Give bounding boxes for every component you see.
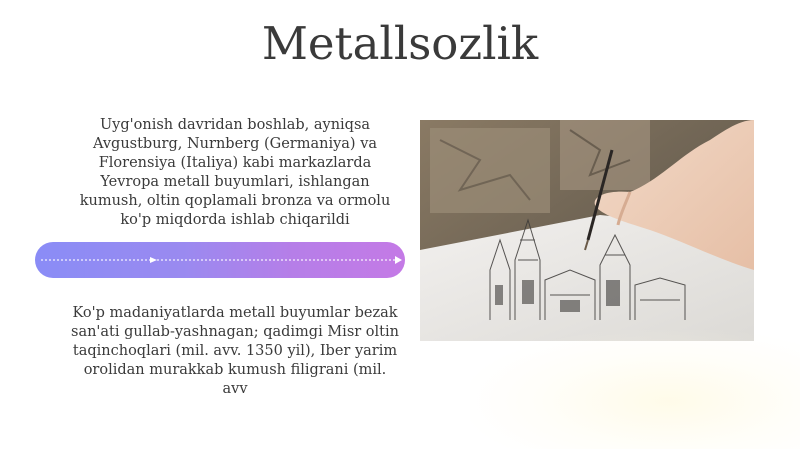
arrow-head-icon (150, 257, 157, 263)
arrow-head-icon (395, 256, 402, 264)
timeline-bar (35, 242, 405, 278)
drawing-hand-photo (420, 120, 754, 341)
paragraph-bottom: Ko'p madaniyatlarda metall buyumlar bezak san'ati gullab-yashnagan; qadimgi Misr oltin taqinchoqlari (mil. avv. 1350 yil), Iber yarim orolidan murakkab kumush filigrani (mil. avv (71, 305, 399, 397)
light-glow (470, 330, 800, 449)
paragraph-top: Uyg'onish davridan boshlab, ayniqsa Avgustburg, Nurnberg (Germaniya) va Florensiya (Italiya) kabi markazlarda Yevropa metall buyumlari, ishlangan kumush, oltin qoplamali bronza va ormolu ko'p miqdorda ishlab chiqarildi (79, 117, 391, 228)
timeline-arrow (35, 242, 405, 278)
slide-title: Metallsozlik (261, 17, 539, 70)
